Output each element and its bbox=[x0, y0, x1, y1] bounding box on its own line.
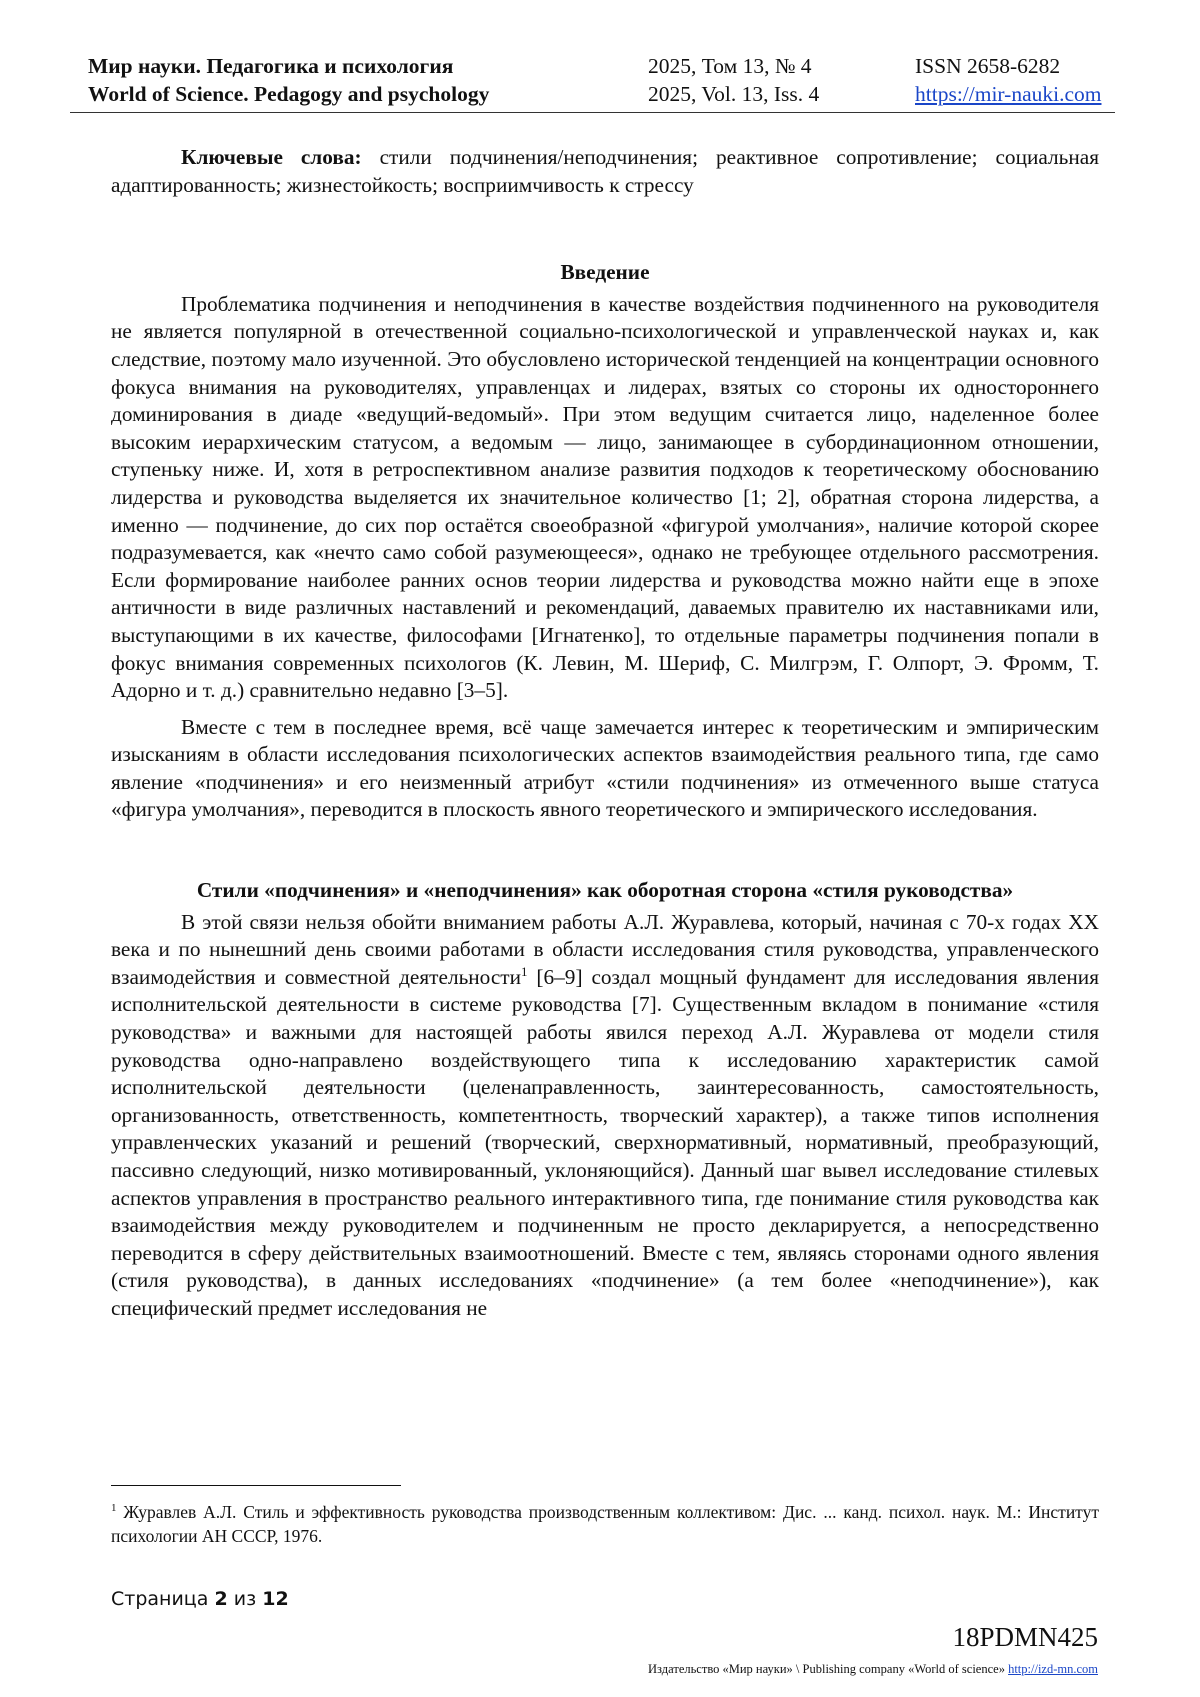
page-current: 2 bbox=[214, 1588, 228, 1610]
journal-title-ru: Мир науки. Педагогика и психология bbox=[88, 54, 454, 78]
publisher-link[interactable]: http://izd-mn.com bbox=[1008, 1662, 1098, 1676]
article-code: 18PDMN425 bbox=[952, 1622, 1098, 1652]
footnote-ref[interactable]: 1 bbox=[521, 963, 528, 979]
page-total: 12 bbox=[262, 1588, 289, 1610]
journal-header bbox=[70, 52, 1115, 113]
issue-en: 2025, Vol. 13, Iss. 4 bbox=[648, 82, 820, 106]
section-paragraph-1 bbox=[111, 909, 1099, 1323]
publisher-name: Издательство «Мир науки» \ Publishing company «World of science» bbox=[648, 1662, 1005, 1676]
footnote-mark: 1 bbox=[111, 1502, 117, 1515]
footnote bbox=[111, 1500, 1099, 1548]
page-sep: из bbox=[233, 1588, 257, 1610]
section-heading: Стили «подчинения» и «неподчинения» как оборотная сторона «стиля руководства» bbox=[196, 878, 1014, 903]
journal-site-link[interactable]: https://mir-nauki.com bbox=[915, 82, 1102, 106]
issn: ISSN 2658-6282 bbox=[915, 54, 1061, 78]
intro-heading: Введение bbox=[560, 260, 650, 285]
issue-ru: 2025, Том 13, № 4 bbox=[648, 54, 812, 78]
page-counter bbox=[111, 1588, 289, 1610]
article-body bbox=[111, 144, 1099, 1323]
issue-info bbox=[648, 52, 819, 108]
journal-title bbox=[88, 52, 489, 108]
publisher-line bbox=[648, 1662, 1098, 1677]
section-paragraph-1-rest: [6–9] создал мощный фундамент для исследования явления исполнительской деятельности в системе руководства [7]. Существенным вкладом в понимание «стиля руководства» и важными для настоящей работы явился переход А.Л. Журавлева от модели стиля руководства одно-направлено воздействующего типа к исследованию характеристик самой исполнительской деятельности (целенаправленность, заинтересованность, самостоятельность, организованность, ответственность, компетентность, творческий характер), а также типов исполнения управленческих указаний и решений (творческий, сверхнормативный, нормативный, преобразующий, пассивно следующий, низко мотивированный, уклоняющийся). Данный шаг вывел исследование стилевых аспектов управления в пространство реального интерактивного типа, где понимание стиля руководства как взаимодействия между руководителем и подчиненным не просто декларируется, а непосредственно переводится в сферу действительных взаимоотношений. Вместе с тем, являясь сторонами одного явления (стиля руководства), в данных исследованиях «подчинение» (а тем более «неподчинение»), как специфический предмет исследования не bbox=[111, 964, 1099, 1320]
keywords bbox=[111, 144, 1099, 199]
intro-paragraph-2: Вместе с тем в последнее время, всё чаще замечается интерес к теоретическим и эмпирическим изысканиям в области исследования психологических аспектов взаимодействия реального типа, где само явление «подчинения» и его неизменный атрибут «стили подчинения» из отмеченного выше статуса «фигура умолчания», переводится в плоскость явного теоретического и эмпирического исследования. bbox=[111, 714, 1099, 822]
issn-block bbox=[915, 52, 1101, 108]
section-paragraph-1-start: В этой связи нельзя обойти вниманием работы А.Л. Журавлева, который, начиная с 70-х годах XX века и по нынешний день своими работами в области исследования стиля руководства, управленческого взаимодействия и совместной деятельности bbox=[111, 909, 1099, 989]
footnote-text: Журавлев А.Л. Стиль и эффективность руководства производственным коллективом: Дис. ... канд. психол. наук. М.: Институт психологии АН СССР, 1976. bbox=[111, 1502, 1099, 1546]
keywords-text: стили подчинения/неподчинения; реактивное сопротивление; социальная адаптированность; жизнестойкость; восприимчивость к стрессу bbox=[111, 145, 1100, 197]
footnote-divider bbox=[111, 1485, 401, 1486]
page-prefix: Страница bbox=[111, 1588, 209, 1610]
keywords-label: Ключевые слова: bbox=[181, 145, 362, 169]
intro-paragraph-1: Проблематика подчинения и неподчинения в качестве воздействия подчиненного на руководителя не является популярной в отечественной социально-психологической и управленческой науках и, как следствие, поэтому мало изученной. Это обусловлено исторической тенденцией на концентрации основного фокуса внимания на руководителях, управленцах и лидерах, взятых со стороны их одностороннего доминирования в диаде «ведущий-ведомый». При этом ведущим считается лицо, наделенное более высоким иерархическим статусом, а ведомым — лицо, занимающее в субординационном отношении, ступеньку ниже. И, хотя в ретроспективном анализе развития подходов к теоретическому обоснованию лидерства и руководства выделяется их значительное количество [1; 2], обратная сторона лидерства, а именно — подчинение, до сих пор остаётся своеобразной «фигурой умолчания», наличие которой скорее подразумевается, как «нечто само собой разумеющееся», однако не требующее отдельного рассмотрения. Если формирование наиболее ранних основ теории лидерства и руководства можно найти еще в эпохе античности в виде различных наставлений и рекомендаций, даваемых правителю их наставниками или, выступающими в их качестве, философами [Игнатенко], то отдельные параметры подчинения попали в фокус внимания современных психологов (К. Левин, М. Шериф, С. Милгрэм, Г. Олпорт, Э. Фромм, Т. Адорно и т. д.) сравнительно недавно [3–5]. bbox=[111, 291, 1099, 703]
journal-title-en: World of Science. Pedagogy and psychology bbox=[88, 82, 490, 106]
